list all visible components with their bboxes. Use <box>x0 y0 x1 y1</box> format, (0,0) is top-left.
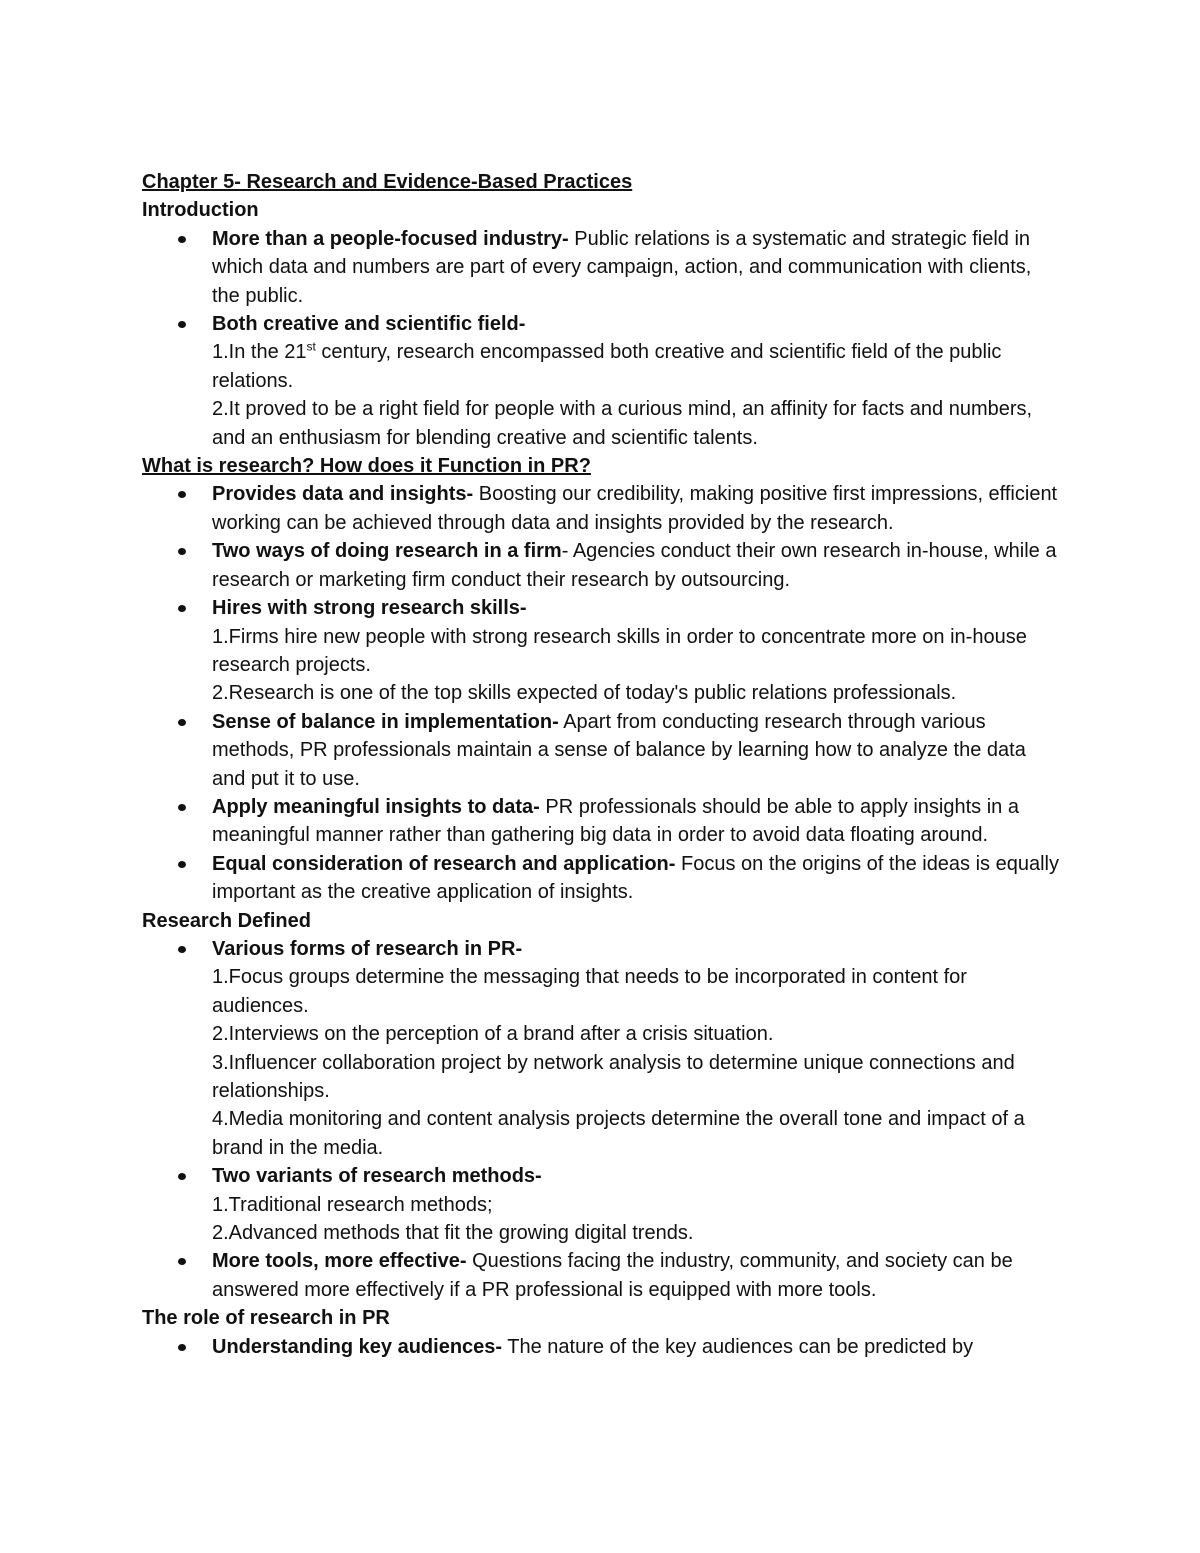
bullet-dot-icon <box>178 1344 186 1351</box>
numbered-point: 1.Focus groups determine the messaging that needs to be incorporated in content for audiences. <box>212 966 967 1017</box>
list-item <box>142 480 1062 537</box>
bullet-dot-icon <box>178 491 186 498</box>
item-text: - Agencies conduct their own research in-house, while a research or marketing firm conduct their research by outsourcing. <box>212 540 1057 591</box>
item-lead: Sense of balance in implementation- <box>212 710 559 733</box>
item-text: Apart from conducting research through various methods, PR professionals maintain a sense of balance by learning how to analyze the data and put it to use. <box>212 710 1026 790</box>
bullet-list-research-defined <box>142 935 1062 1304</box>
bullet-dot-icon <box>178 1258 186 1265</box>
bullet-dot-icon <box>178 605 186 612</box>
item-text: Focus on the origins of the ideas is equally important as the creative application of insights. <box>212 852 1059 904</box>
item-text: Boosting our credibility, making positive first impressions, efficient working can be achieved through data and insights provided by the research. <box>212 483 1058 534</box>
bullet-dot-icon <box>178 548 186 555</box>
item-text: PR professionals should be able to apply insights in a meaningful manner rather than gathering big data in order to avoid data floating around. <box>212 795 1019 847</box>
bullet-list-introduction <box>142 225 1062 452</box>
numbered-point: 2.Research is one of the top skills expected of today's public relations professionals. <box>212 682 957 705</box>
list-item <box>142 537 1062 594</box>
item-text: The nature of the key audiences can be predicted by <box>502 1335 974 1358</box>
item-lead: More than a people-focused industry- <box>212 227 569 250</box>
list-item <box>142 850 1062 907</box>
item-lead: Apply meaningful insights to data- <box>212 795 540 818</box>
item-lead: Two variants of research methods- <box>212 1165 542 1188</box>
numbered-point: 2.It proved to be a right field for people with a curious mind, an affinity for facts and numbers, and an enthusiasm for blending creative and scientific talents. <box>212 398 1033 449</box>
item-lead: Provides data and insights- <box>212 483 474 506</box>
document-page <box>142 168 1062 1361</box>
item-lead: More tools, more effective- <box>212 1250 467 1273</box>
list-item <box>142 225 1062 310</box>
numbered-point: 2.Advanced methods that fit the growing digital trends. <box>212 1222 694 1245</box>
numbered-point: 1.In the 21st century, research encompassed both creative and scientific field of the public relations. <box>212 339 1002 392</box>
numbered-point: 1.Firms hire new people with strong research skills in order to concentrate more on in-house research projects. <box>212 625 1027 676</box>
section-heading-what-is-research: What is research? How does it Function in PR? <box>142 455 591 478</box>
bullet-dot-icon <box>178 321 186 328</box>
bullet-dot-icon <box>178 236 186 243</box>
bullet-list-what-is-research <box>142 480 1062 906</box>
bullet-dot-icon <box>178 946 186 953</box>
list-item <box>142 310 1062 452</box>
list-item <box>142 1333 1062 1361</box>
section-heading-role-of-research: The role of research in PR <box>142 1307 390 1330</box>
bullet-list-role-of-research <box>142 1333 1062 1361</box>
document-title: Chapter 5- Research and Evidence-Based Practices <box>142 171 633 193</box>
section-heading-introduction: Introduction <box>142 199 259 222</box>
numbered-point: 2.Interviews on the perception of a brand after a crisis situation. <box>212 1023 774 1046</box>
numbered-point: 3.Influencer collaboration project by network analysis to determine unique connections and relationships. <box>212 1051 1015 1102</box>
item-lead: Both creative and scientific field- <box>212 313 526 336</box>
superscript: st <box>306 339 316 354</box>
item-text: Public relations is a systematic and strategic field in which data and numbers are part of every campaign, action, and communication with clients, the public. <box>212 227 1032 307</box>
section-heading-research-defined: Research Defined <box>142 909 311 932</box>
list-item <box>142 1247 1062 1304</box>
list-item <box>142 594 1062 708</box>
item-text: Questions facing the industry, community, and society can be answered more effectively if a PR professional is equipped with more tools. <box>212 1250 1013 1301</box>
bullet-dot-icon <box>178 719 186 726</box>
item-lead: Understanding key audiences- <box>212 1335 503 1358</box>
bullet-dot-icon <box>178 1173 186 1180</box>
list-item <box>142 935 1062 1162</box>
list-item <box>142 1162 1062 1247</box>
list-item <box>142 708 1062 793</box>
numbered-point: 4.Media monitoring and content analysis projects determine the overall tone and impact of a brand in the media. <box>212 1108 1025 1159</box>
item-lead: Various forms of research in PR- <box>212 937 523 960</box>
bullet-dot-icon <box>178 861 186 868</box>
bullet-dot-icon <box>178 804 186 811</box>
item-lead: Equal consideration of research and application- <box>212 852 676 875</box>
list-item <box>142 793 1062 850</box>
numbered-point: 1.Traditional research methods; <box>212 1193 493 1216</box>
item-lead: Hires with strong research skills- <box>212 597 527 620</box>
item-lead: Two ways of doing research in a firm <box>212 540 562 563</box>
